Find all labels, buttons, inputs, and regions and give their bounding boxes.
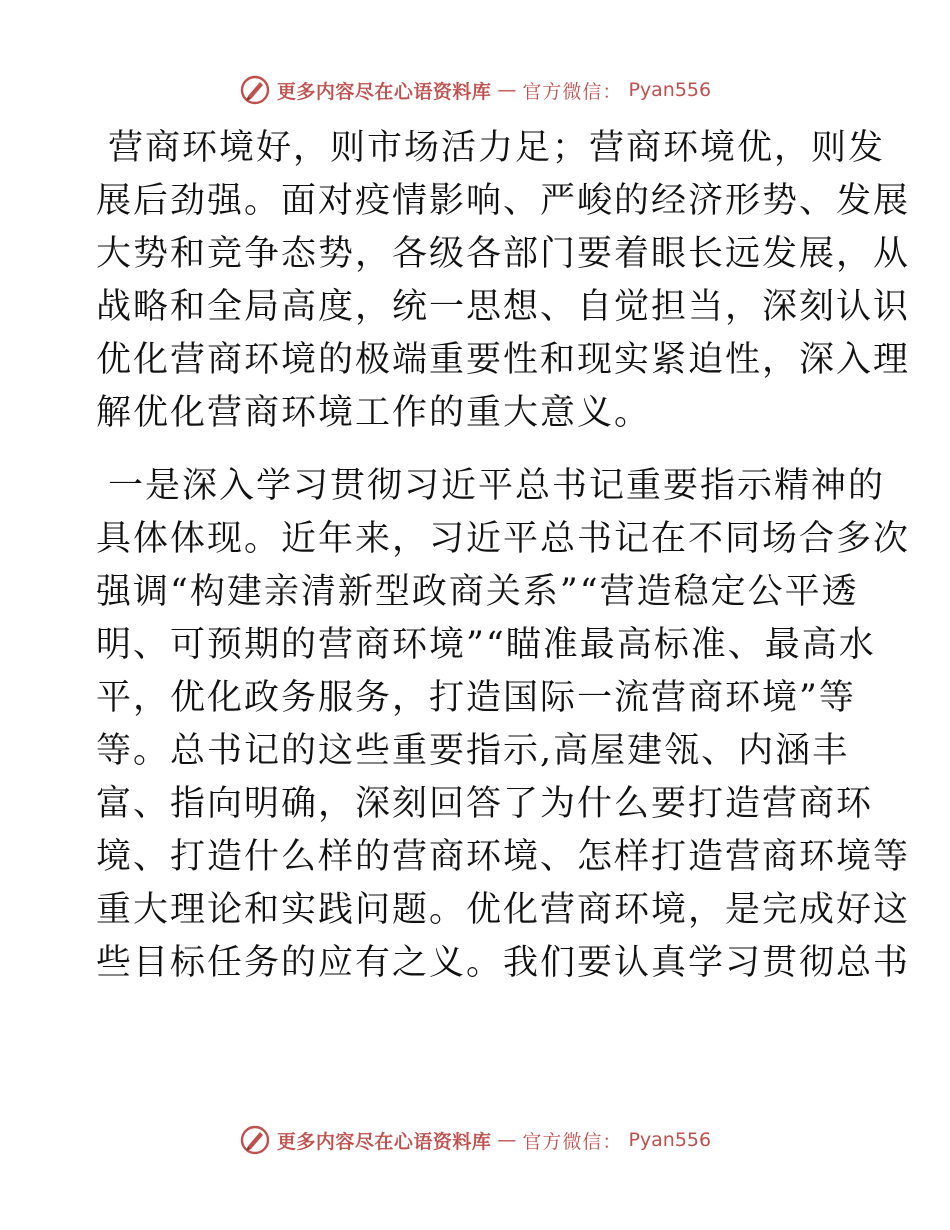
document-body (96, 122, 911, 1010)
text-line: 解优化营商环境工作的重大意义。 (96, 393, 652, 433)
text-line: 平，优化政务服务，打造国际一流营商环境”等 (96, 678, 856, 718)
watermark-sub-text: 官方微信： (522, 1130, 623, 1153)
header-watermark (0, 70, 950, 110)
watermark-dash: — (497, 79, 517, 101)
text-line: 战略和全局高度，统一思想、自觉担当，深刻认识 (96, 287, 911, 327)
text-line: 明、可预期的营商环境”“瞄准最高标准、最高水 (96, 625, 876, 665)
watermark-main-text: 更多内容尽在心语资料库 (276, 80, 492, 103)
text-line: 富、指向明确，深刻回答了为什么要打造营商环 (96, 784, 874, 824)
watermark-dash: — (497, 1129, 517, 1151)
paragraph-2 (96, 460, 911, 990)
footer-watermark (0, 1120, 950, 1160)
pen-logo-icon (239, 1124, 271, 1156)
text-line: 优化营商环境的极端重要性和现实紧迫性，深入理 (96, 340, 911, 380)
text-line: 境、打造什么样的营商环境、怎样打造营商环境等 (96, 837, 911, 877)
text-line: 强调“构建亲清新型政商关系”“营造稳定公平透 (96, 572, 859, 612)
paragraph-1 (96, 122, 911, 440)
text-line: 一是深入学习贯彻习近平总书记重要指示精神的 (108, 466, 886, 506)
watermark-sub-text: 官方微信： (522, 80, 623, 103)
text-line: 等。总书记的这些重要指示,高屋建瓴、内涵丰 (96, 731, 850, 771)
watermark-wechat-id: Pyan556 (628, 1129, 712, 1151)
text-line: 具体体现。近年来，习近平总书记在不同场合多次 (96, 519, 911, 559)
text-line: 营商环境好，则市场活力足；营商环境优，则发 (108, 128, 886, 168)
pen-logo-icon (239, 74, 271, 106)
text-line: 展后劲强。面对疫情影响、严峻的经济形势、发展 (96, 181, 911, 221)
text-line: 重大理论和实践问题。优化营商环境，是完成好这 (96, 890, 911, 930)
text-line: 些目标任务的应有之义。我们要认真学习贯彻总书 (96, 943, 911, 983)
watermark-wechat-id: Pyan556 (628, 79, 712, 101)
watermark-main-text: 更多内容尽在心语资料库 (276, 1130, 492, 1153)
text-line: 大势和竞争态势，各级各部门要着眼长远发展，从 (96, 234, 911, 274)
